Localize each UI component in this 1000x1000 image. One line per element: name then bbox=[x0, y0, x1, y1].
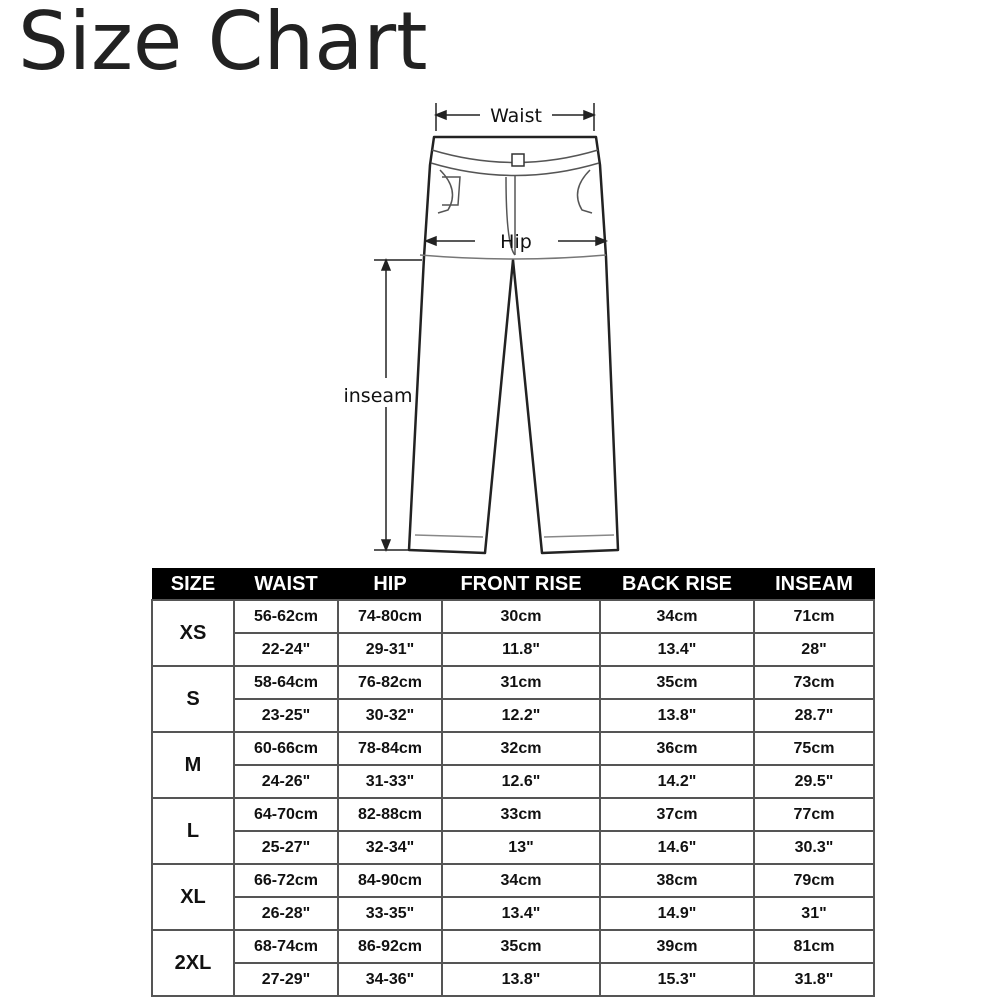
table-cell: 13.8" bbox=[600, 699, 754, 732]
table-cell: 22-24" bbox=[234, 633, 338, 666]
table-cell: 34cm bbox=[442, 864, 600, 897]
pants-diagram bbox=[330, 95, 650, 560]
table-row bbox=[152, 699, 874, 732]
table-row bbox=[152, 831, 874, 864]
table-cell: 29.5" bbox=[754, 765, 874, 798]
table-cell: 30-32" bbox=[338, 699, 442, 732]
table-cell: 13" bbox=[442, 831, 600, 864]
header-back-rise: BACK RISE bbox=[600, 569, 754, 601]
table-row bbox=[152, 963, 874, 996]
table-cell: 78-84cm bbox=[338, 732, 442, 765]
table-cell: 36cm bbox=[600, 732, 754, 765]
header-waist: WAIST bbox=[234, 569, 338, 601]
table-cell: 31cm bbox=[442, 666, 600, 699]
table-cell: 11.8" bbox=[442, 633, 600, 666]
table-cell: 86-92cm bbox=[338, 930, 442, 963]
table-row bbox=[152, 765, 874, 798]
table-cell: 60-66cm bbox=[234, 732, 338, 765]
table-cell: 68-74cm bbox=[234, 930, 338, 963]
page-title: Size Chart bbox=[18, 0, 428, 88]
table-cell: 13.8" bbox=[442, 963, 600, 996]
button-icon bbox=[512, 154, 524, 166]
table-cell: 58-64cm bbox=[234, 666, 338, 699]
table-cell: 30cm bbox=[442, 600, 600, 633]
header-hip: HIP bbox=[338, 569, 442, 601]
table-row bbox=[152, 864, 874, 897]
table-cell: 82-88cm bbox=[338, 798, 442, 831]
table-cell: 28.7" bbox=[754, 699, 874, 732]
table-cell: 13.4" bbox=[442, 897, 600, 930]
table-row bbox=[152, 897, 874, 930]
table-row bbox=[152, 732, 874, 765]
table-cell: 71cm bbox=[754, 600, 874, 633]
table-cell: 30.3" bbox=[754, 831, 874, 864]
table-row bbox=[152, 633, 874, 666]
table-cell: 24-26" bbox=[234, 765, 338, 798]
size-cell: M bbox=[152, 732, 234, 798]
table-cell: 64-70cm bbox=[234, 798, 338, 831]
table-cell: 31-33" bbox=[338, 765, 442, 798]
table-cell: 73cm bbox=[754, 666, 874, 699]
header-inseam: INSEAM bbox=[754, 569, 874, 601]
table-cell: 29-31" bbox=[338, 633, 442, 666]
table-cell: 66-72cm bbox=[234, 864, 338, 897]
hip-label: Hip bbox=[500, 231, 532, 253]
inseam-label: inseam bbox=[343, 385, 413, 407]
table-cell: 76-82cm bbox=[338, 666, 442, 699]
table-cell: 31" bbox=[754, 897, 874, 930]
table-cell: 84-90cm bbox=[338, 864, 442, 897]
table-cell: 75cm bbox=[754, 732, 874, 765]
table-cell: 56-62cm bbox=[234, 600, 338, 633]
table-cell: 23-25" bbox=[234, 699, 338, 732]
table-cell: 34cm bbox=[600, 600, 754, 633]
size-cell: S bbox=[152, 666, 234, 732]
table-cell: 15.3" bbox=[600, 963, 754, 996]
header-front-rise: FRONT RISE bbox=[442, 569, 600, 601]
table-cell: 79cm bbox=[754, 864, 874, 897]
table-cell: 12.6" bbox=[442, 765, 600, 798]
table-cell: 26-28" bbox=[234, 897, 338, 930]
table-cell: 81cm bbox=[754, 930, 874, 963]
table-row bbox=[152, 600, 874, 633]
table-cell: 35cm bbox=[600, 666, 754, 699]
table-cell: 13.4" bbox=[600, 633, 754, 666]
table-row bbox=[152, 798, 874, 831]
size-cell: 2XL bbox=[152, 930, 234, 996]
table-header-row bbox=[152, 569, 874, 601]
table-cell: 35cm bbox=[442, 930, 600, 963]
size-cell: XL bbox=[152, 864, 234, 930]
table-cell: 37cm bbox=[600, 798, 754, 831]
table-cell: 12.2" bbox=[442, 699, 600, 732]
table-cell: 38cm bbox=[600, 864, 754, 897]
waist-label: Waist bbox=[490, 105, 542, 127]
table-cell: 14.2" bbox=[600, 765, 754, 798]
table-cell: 77cm bbox=[754, 798, 874, 831]
table-cell: 39cm bbox=[600, 930, 754, 963]
size-cell: L bbox=[152, 798, 234, 864]
size-table bbox=[151, 568, 875, 997]
pants-outline bbox=[409, 137, 618, 553]
table-cell: 33cm bbox=[442, 798, 600, 831]
table-cell: 34-36" bbox=[338, 963, 442, 996]
header-size: SIZE bbox=[152, 569, 234, 601]
table-row bbox=[152, 666, 874, 699]
table-cell: 28" bbox=[754, 633, 874, 666]
table-cell: 74-80cm bbox=[338, 600, 442, 633]
table-cell: 31.8" bbox=[754, 963, 874, 996]
size-cell: XS bbox=[152, 600, 234, 666]
table-cell: 27-29" bbox=[234, 963, 338, 996]
table-cell: 32cm bbox=[442, 732, 600, 765]
table-cell: 33-35" bbox=[338, 897, 442, 930]
table-cell: 25-27" bbox=[234, 831, 338, 864]
table-cell: 32-34" bbox=[338, 831, 442, 864]
table-row bbox=[152, 930, 874, 963]
table-cell: 14.9" bbox=[600, 897, 754, 930]
table-cell: 14.6" bbox=[600, 831, 754, 864]
